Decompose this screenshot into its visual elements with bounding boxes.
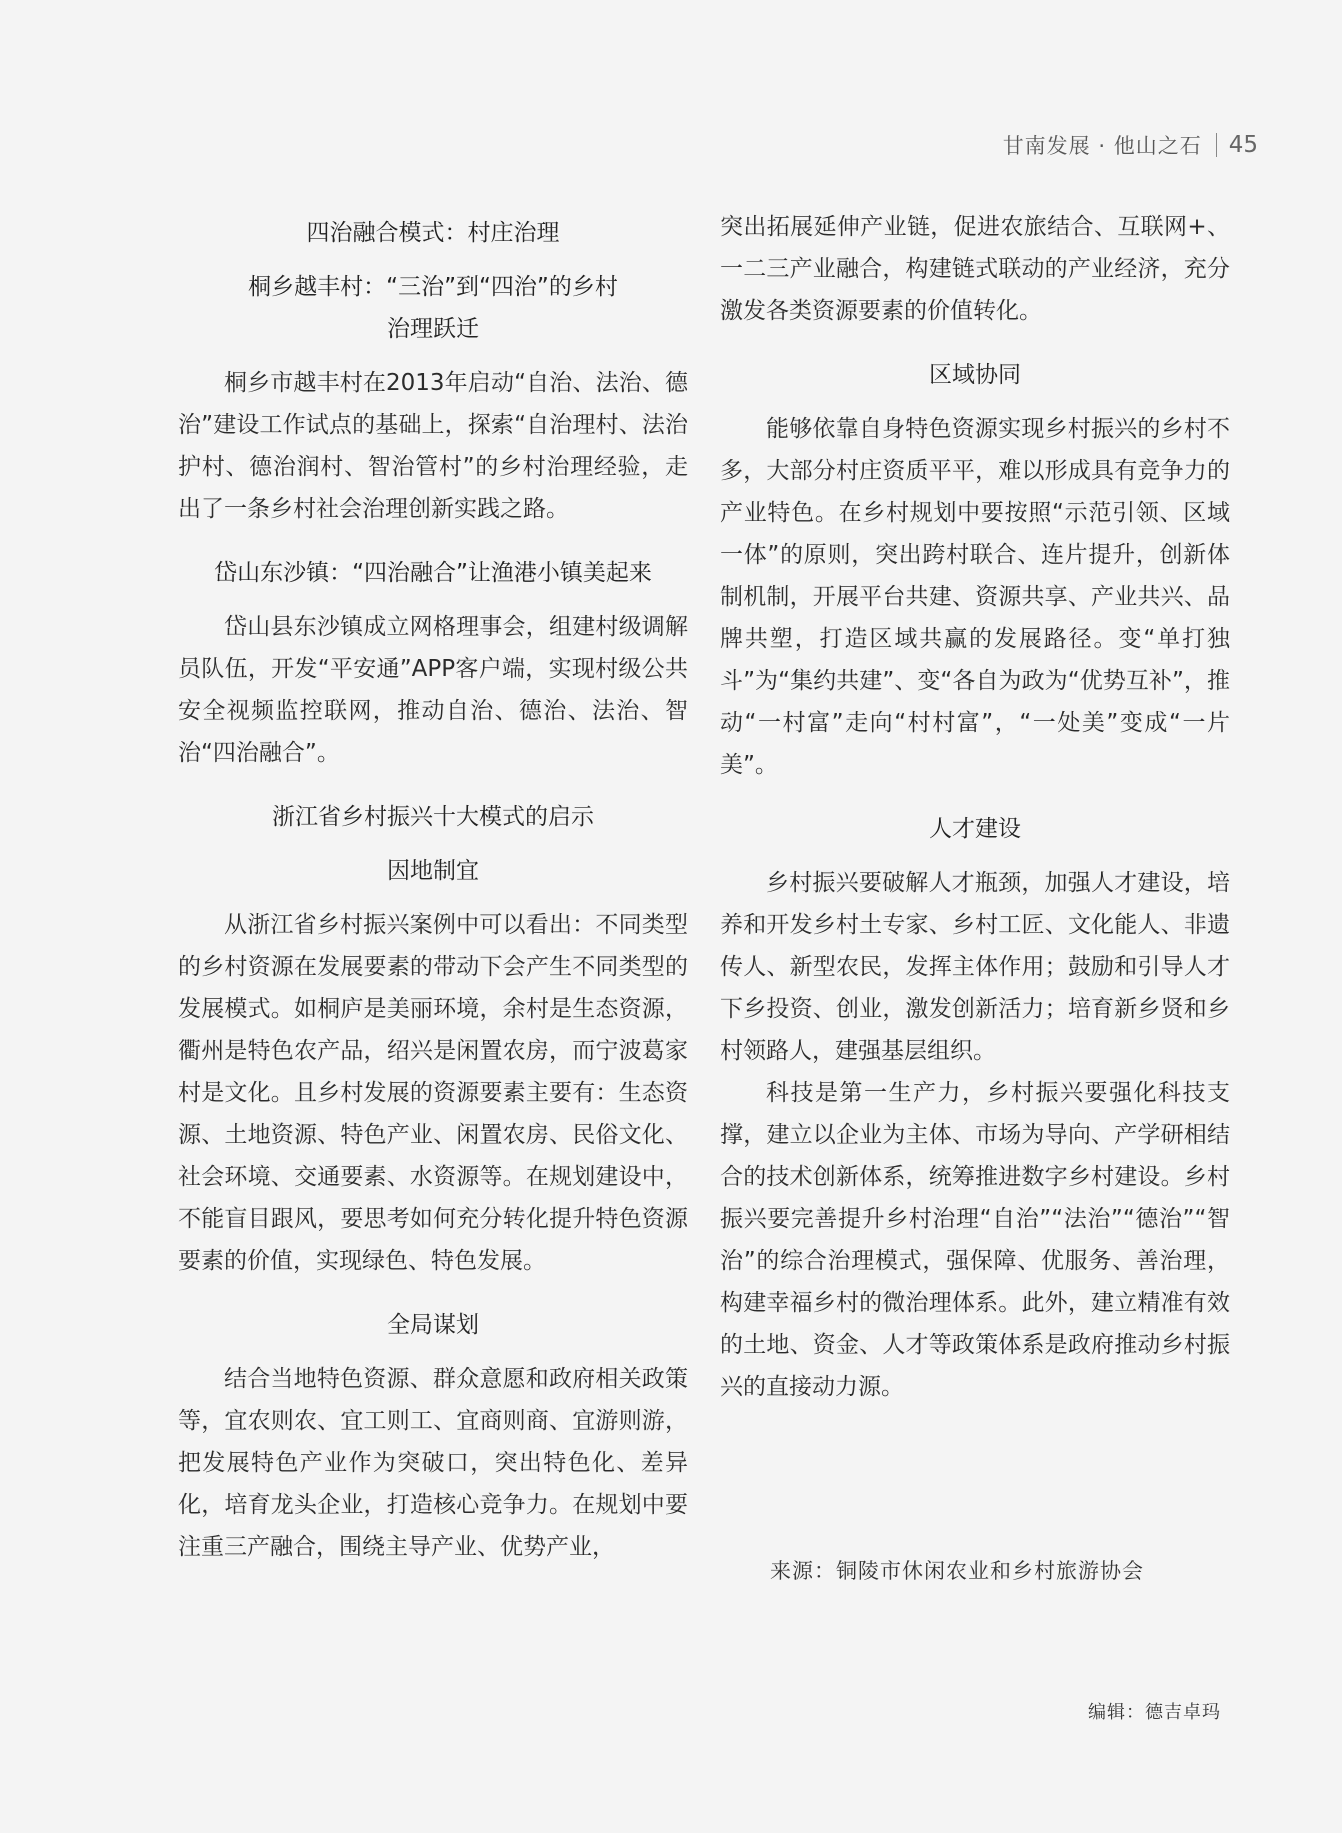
subsection-title-local-conditions: 因地制宜 bbox=[387, 858, 479, 884]
page-header bbox=[1003, 130, 1258, 160]
paragraph-local-conditions: 从浙江省乡村振兴案例中可以看出：不同类型的乡村资源在发展要素的带动下会产生不同类型的发展模式。如桐庐是美丽环境，余村是生态资源，衢州是特色农产品，绍兴是闲置农房，而宁波葛家村是文化。且乡村发展的资源要素主要有：生态资源、土地资源、特色产业、闲置农房、民俗文化、社会环境、交通要素、水资源等。在规划建设中，不能盲目跟风，要思考如何充分转化提升特色资源要素的价值，实现绿色、特色发展。 bbox=[178, 912, 688, 1274]
paragraph-dongsha: 岱山县东沙镇成立网格理事会，组建村级调解员队伍，开发“平安通”APP客户端，实现村级公共安全视频监控联网，推动自治、德治、法治、智治“四治融合”。 bbox=[178, 614, 688, 766]
left-column bbox=[178, 200, 688, 1568]
source-credit: 来源：铜陵市休闲农业和乡村旅游协会 bbox=[770, 1559, 1144, 1583]
page-number: 45 bbox=[1228, 132, 1258, 158]
right-column bbox=[720, 206, 1230, 1408]
section-title-inspiration: 浙江省乡村振兴十大模式的启示 bbox=[272, 804, 594, 830]
section-title-four-governance: 四治融合模式：村庄治理 bbox=[306, 220, 560, 246]
paragraph-regional-coordination: 能够依靠自身特色资源实现乡村振兴的乡村不多，大部分村庄资质平平，难以形成具有竞争力的产业特色。在乡村规划中要按照“示范引领、区域一体”的原则，突出跨村联合、连片提升，创新体制机制，开展平台共建、资源共享、产业共兴、品牌共塑，打造区域共赢的发展路径。变“单打独斗”为“集约共建”、变“各自为政为“优势互补”，推动“一村富”走向“村村富”，“一处美”变成“一片美”。 bbox=[720, 416, 1230, 778]
subsection-title-dongsha: 岱山东沙镇：“四治融合”让渔港小镇美起来 bbox=[214, 560, 652, 586]
paragraph-overall-planning: 结合当地特色资源、群众意愿和政府相关政策等，宜农则农、宜工则工、宜商则商、宜游则游，把发展特色产业作为突破口，突出特色化、差异化，培育龙头企业，打造核心竞争力。在规划中要注重三产融合，围绕主导产业、优势产业， bbox=[178, 1366, 688, 1560]
subsection-title-yuefeng-line2: 治理跃迁 bbox=[387, 316, 479, 342]
paragraph-talent-2: 科技是第一生产力，乡村振兴要强化科技支撑，建立以企业为主体、市场为导向、产学研相结合的技术创新体系，统筹推进数字乡村建设。乡村振兴要完善提升乡村治理“自治”“法治”“德治”“智治”的综合治理模式，强保障、优服务、善治理，构建幸福乡村的微治理体系。此外，建立精准有效的土地、资金、人才等政策体系是政府推动乡村振兴的直接动力源。 bbox=[720, 1080, 1230, 1400]
paragraph-planning-continued: 突出拓展延伸产业链，促进农旅结合、互联网+、一二三产业融合，构建链式联动的产业经济，充分激发各类资源要素的价值转化。 bbox=[720, 214, 1230, 324]
subsection-title-regional-coordination: 区域协同 bbox=[929, 362, 1021, 388]
paragraph-yuefeng: 桐乡市越丰村在2013年启动“自治、法治、德治”建设工作试点的基础上，探索“自治理村、法治护村、德治润村、智治管村”的乡村治理经验，走出了一条乡村社会治理创新实践之路。 bbox=[178, 370, 688, 522]
subsection-title-overall-planning: 全局谋划 bbox=[387, 1312, 479, 1338]
header-divider bbox=[1216, 133, 1217, 157]
editor-credit: 编辑：德吉卓玛 bbox=[1088, 1702, 1221, 1723]
running-title: 甘南发展 · 他山之石 bbox=[1002, 134, 1202, 158]
subsection-title-yuefeng-line1: 桐乡越丰村：“三治”到“四治”的乡村 bbox=[248, 274, 618, 300]
subsection-title-talent: 人才建设 bbox=[929, 816, 1021, 842]
paragraph-talent-1: 乡村振兴要破解人才瓶颈，加强人才建设，培养和开发乡村土专家、乡村工匠、文化能人、非遗传人、新型农民，发挥主体作用；鼓励和引导人才下乡投资、创业，激发创新活力；培育新乡贤和乡村领路人，建强基层组织。 bbox=[720, 870, 1230, 1064]
